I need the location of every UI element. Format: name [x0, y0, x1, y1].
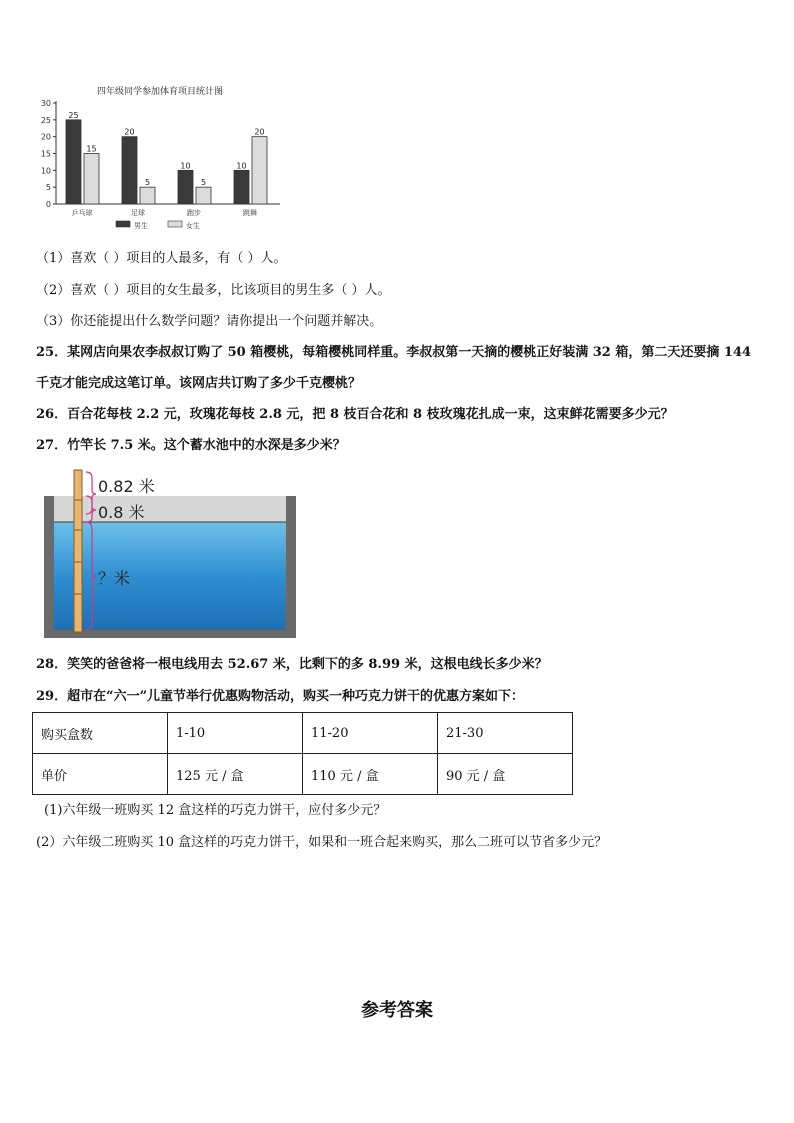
answer-title: 参考答案	[361, 1000, 433, 1021]
q25-line1: 25．某网店向果农李叔叔订购了 50 箱樱桃，每箱樱桃同样重。李叔叔第一天摘的樱桃正好装满 32 箱，第二天还要摘 144	[36, 345, 752, 360]
price-table	[32, 712, 573, 795]
table-cell: 1-10	[168, 713, 303, 754]
q26-text: 26．百合花每枝 2.2 元，玫瑰花每枝 2.8 元，把 8 枝百合花和 8 枝玫瑰花扎成一束，这束鲜花需要多少元？	[36, 407, 674, 422]
x-tick-label: 乒乓球	[71, 209, 93, 217]
table-cell: 21-30	[438, 713, 573, 754]
q29-sub1: (1)六年级一班购买 12 盒这样的巧克力饼干，应付多少元？	[44, 803, 387, 818]
bar-value-label: 10	[236, 161, 247, 171]
x-tick-label: 跑步	[187, 209, 201, 217]
tank-air	[54, 496, 286, 522]
y-tick-label: 5	[45, 183, 51, 193]
bar	[84, 154, 99, 205]
bar	[178, 170, 193, 204]
bar	[196, 187, 211, 204]
table-cell: 11-20	[303, 713, 438, 754]
bar-value-label: 10	[180, 161, 191, 171]
table-cell: 110 元 / 盒	[303, 754, 438, 795]
bar-value-label: 20	[254, 127, 265, 137]
chart-legend	[116, 221, 200, 230]
table-cell: 单价	[33, 754, 168, 795]
label-0-82: 0.82 米	[98, 477, 155, 496]
bar	[140, 187, 155, 204]
table-row	[33, 754, 573, 795]
table-cell: 购买盒数	[33, 713, 168, 754]
q24-sub1: （1）喜欢（ ）项目的人最多，有（ ）人。	[36, 251, 287, 266]
bar-value-label: 20	[124, 127, 135, 137]
legend-label: 女生	[186, 222, 200, 230]
legend-swatch	[116, 221, 130, 227]
bar	[234, 170, 249, 204]
y-tick-label: 25	[40, 115, 51, 125]
bar	[122, 137, 137, 204]
q24-sub3: （3）你还能提出什么数学问题？请你提出一个问题并解决。	[36, 314, 383, 329]
bar	[66, 120, 81, 204]
table-cell: 90 元 / 盒	[438, 754, 573, 795]
y-tick-label: 15	[40, 149, 51, 159]
q24-sub2: （2）喜欢（ ）项目的女生最多，比该项目的男生多（ ）人。	[36, 283, 391, 298]
y-tick-label: 10	[40, 166, 51, 176]
legend-swatch	[168, 221, 182, 227]
water-tank-figure	[44, 466, 296, 642]
q27-text: 27．竹竿长 7.5 米。这个蓄水池中的水深是多少米？	[36, 438, 346, 453]
label-depth: ？米	[98, 569, 131, 588]
bar	[252, 137, 267, 204]
bar-value-label: 5	[200, 178, 207, 188]
tank-water	[54, 522, 286, 630]
y-tick-label: 0	[45, 200, 51, 209]
table-cell: 125 元 / 盒	[168, 754, 303, 795]
bar-value-label: 15	[86, 144, 97, 154]
q29-text: 29．超市在“六一”儿童节举行优惠购物活动，购买一种巧克力饼干的优惠方案如下：	[36, 689, 525, 704]
x-tick-label: 跳舞	[243, 209, 257, 217]
q28-text: 28．笑笑的爸爸将一根电线用去 52.67 米，比剩下的多 8.99 米，这根电线长多少米？	[36, 657, 548, 672]
bar-value-label: 5	[144, 178, 151, 188]
label-0-8: 0.8 米	[98, 503, 145, 522]
chart-title: 四年级同学参加体育项目统计图	[96, 87, 224, 97]
x-tick-label: 足球	[131, 209, 145, 217]
y-tick-label: 20	[40, 132, 51, 142]
table-row	[33, 713, 573, 754]
q25-line2: 千克才能完成这笔订单。该网店共订购了多少千克樱桃？	[36, 376, 362, 391]
bamboo-pole	[74, 470, 82, 632]
q29-sub2: (2）六年级二班购买 10 盒这样的巧克力饼干，如果和一班合起来购买，那么二班可以节省多少元？	[36, 835, 608, 850]
bar-value-label: 25	[68, 110, 79, 120]
y-tick-label: 30	[40, 99, 51, 108]
legend-label: 男生	[134, 222, 148, 230]
bar-chart	[30, 80, 290, 240]
